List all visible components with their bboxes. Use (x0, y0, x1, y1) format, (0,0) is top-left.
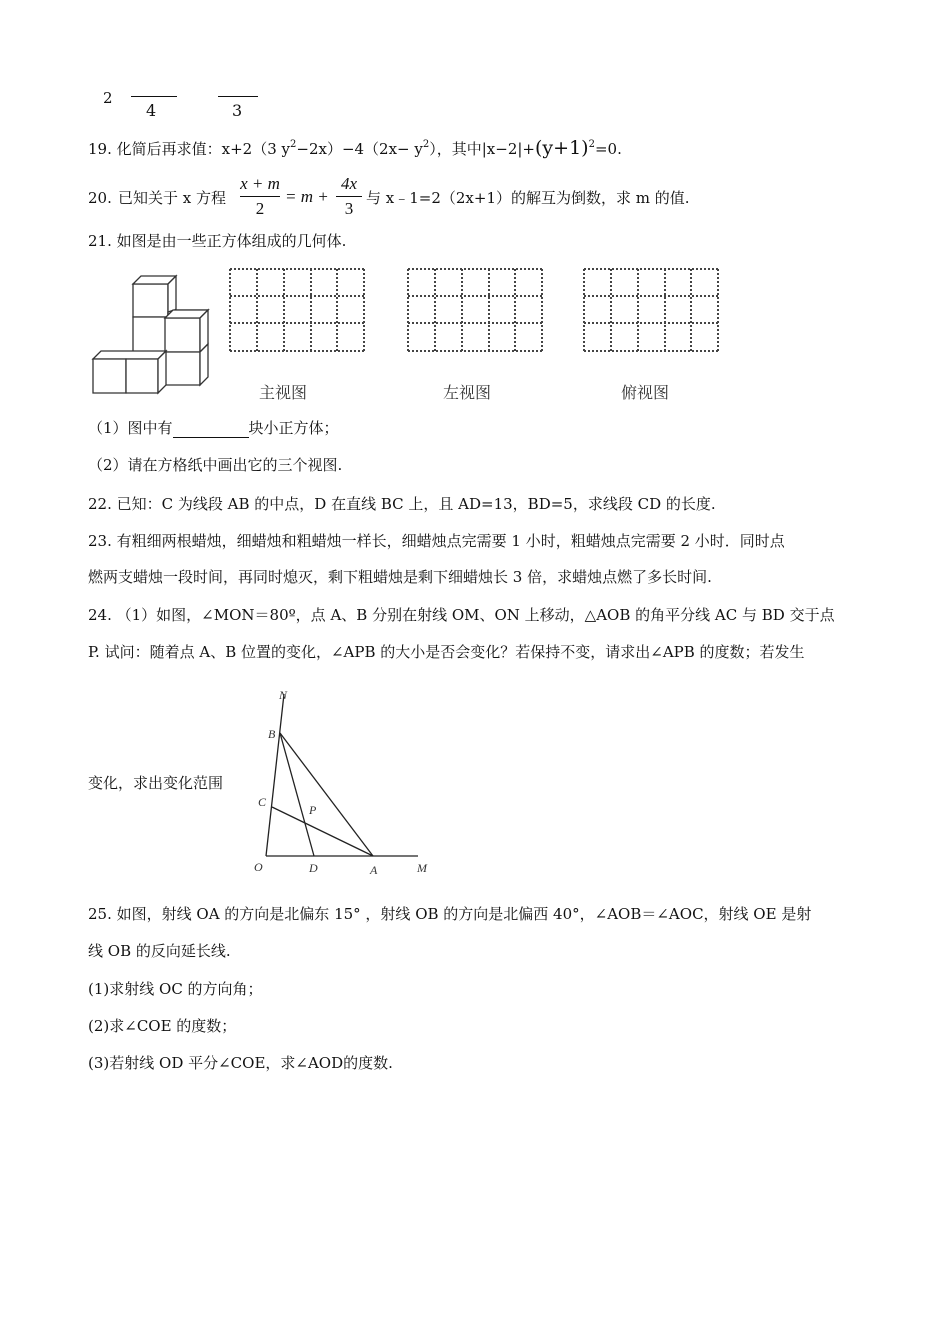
grid-front-view (229, 268, 365, 352)
segment-BD (280, 733, 314, 856)
q20-frac2-num: 4x (340, 174, 358, 193)
q23-text1: 有粗细两根蜡烛，细蜡烛和粗蜡烛一样长，细蜡烛点完需要 1 小时，粗蜡烛点完需要 2 小时．同时点 (116, 532, 785, 550)
q20-middle: = m + (285, 187, 329, 206)
q19-line (88, 138, 622, 162)
cube-top-front (133, 284, 168, 317)
cube-bot-mid-side (158, 351, 166, 393)
view-label-front: 主视图 (259, 383, 308, 402)
q20-frac1-num: x + m (240, 174, 280, 193)
q19-part3: ），其中|x−2|+ (429, 140, 535, 158)
segment-AC (272, 807, 373, 856)
cube-bot-left-front (93, 359, 126, 393)
q25-sub1: (1)求射线 OC 的方向角； (88, 980, 263, 998)
q22-line (88, 494, 716, 514)
q19-part4: (y+1) (535, 137, 589, 159)
q21-answer-blank[interactable] (173, 423, 249, 438)
q21-sub1-suffix: 块小正方体； (248, 419, 339, 437)
label-M: M (417, 861, 427, 875)
label-N: N (279, 688, 288, 702)
grid-top-view (583, 268, 719, 352)
fragment-den-2: 3 (232, 101, 243, 120)
label-O: O (254, 860, 263, 874)
fragment-den-1: 4 (146, 101, 157, 120)
q21-number: 21. (88, 232, 112, 250)
q24-line3: 变化，求出变化范围 (88, 774, 224, 792)
q20-fraction-1 (240, 174, 280, 219)
q20-frac1-den: 2 (255, 199, 265, 218)
q21-sub1-prefix: （1）图中有 (88, 419, 173, 437)
view-label-left: 左视图 (443, 383, 492, 402)
q21-sub1 (88, 418, 339, 438)
cube-bot-right-side (200, 344, 208, 385)
q23-line2: 燃两支蜡烛一段时间，再同时熄灭，剩下粗蜡烛是剩下细蜡烛长 3 倍，求蜡烛点燃了多长时间. (88, 568, 712, 586)
q25-sub3: (3)若射线 OD 平分∠COE，求∠AOD的度数. (88, 1054, 393, 1072)
segment-BA (280, 733, 373, 856)
q23-line1 (88, 531, 785, 551)
q24-number: 24. (88, 606, 112, 624)
q20-tail: 与 x﹣1=2（2x+1）的解互为倒数，求 m 的值. (366, 189, 690, 207)
cube-bot-mid-front (126, 359, 158, 393)
q20-frac2-bar (336, 196, 362, 197)
fragment-bar-2 (218, 96, 258, 97)
fragment-number: 2 (103, 89, 113, 107)
q19-part2: −2x）−4（2x− y (296, 140, 423, 158)
grid-left-view (407, 268, 543, 352)
q20-intro: 已知关于 x 方程 (118, 189, 226, 207)
q19-part1: 化简后再求值：x+2（3 y (116, 140, 290, 158)
q20-fraction-2 (336, 174, 362, 219)
q19-part5: =0. (594, 140, 622, 158)
cube-figure (88, 272, 213, 397)
view-label-top: 俯视图 (621, 383, 670, 402)
q25-text1: 如图，射线 OA 的方向是北偏东 15° ，射线 OB 的方向是北偏西 40°，∠AOB＝∠AOC，射线 OE 是射 (116, 905, 812, 923)
fragment-bar-1 (131, 96, 177, 97)
q22-number: 22. (88, 495, 112, 513)
q22-text: 已知：C 为线段 AB 的中点，D 在直线 BC 上，且 AD=13，BD=5，求线段 CD 的长度. (116, 495, 716, 513)
cube-bot-top (93, 351, 166, 359)
q24-line1 (88, 605, 835, 625)
q21-line (88, 231, 346, 251)
q21-sub2: （2）请在方格纸中画出它的三个视图. (88, 456, 343, 474)
q25-line1 (88, 904, 811, 924)
cube-bot-right-front (165, 352, 200, 385)
q20-frac2-den: 3 (344, 199, 354, 218)
label-A: A (370, 863, 378, 877)
label-B: B (268, 727, 276, 741)
q25-number: 25. (88, 905, 112, 923)
q25-sub2: (2)求∠COE 的度数； (88, 1017, 237, 1035)
q19-number: 19. (88, 140, 112, 158)
label-D: D (309, 861, 318, 875)
q19-exp3: 2 (588, 139, 595, 150)
ray-ON (266, 694, 284, 856)
q19-exp1: 2 (290, 139, 297, 150)
q19-exp2: 2 (422, 139, 430, 150)
q23-number: 23. (88, 532, 112, 550)
q21-text: 如图是由一些正方体组成的几何体. (116, 232, 347, 250)
q20-frac1-bar (240, 196, 280, 197)
q24-geometry-figure (248, 686, 438, 881)
label-C: C (258, 795, 267, 809)
q25-line2: 线 OB 的反向延长线. (88, 942, 231, 960)
q20-number: 20. (88, 189, 112, 207)
label-P: P (309, 803, 317, 817)
cube-mid-left-front (133, 317, 168, 352)
cube-mid-right-front (165, 318, 200, 352)
q24-line2: P. 试问：随着点 A、B 位置的变化，∠APB 的大小是否会变化？若保持不变，请求出∠APB 的度数；若发生 (88, 643, 805, 661)
q24-text1: （1）如图，∠MON＝80º，点 A、B 分别在射线 OM、ON 上移动，△AOB 的角平分线 AC 与 BD 交于点 (116, 606, 835, 624)
